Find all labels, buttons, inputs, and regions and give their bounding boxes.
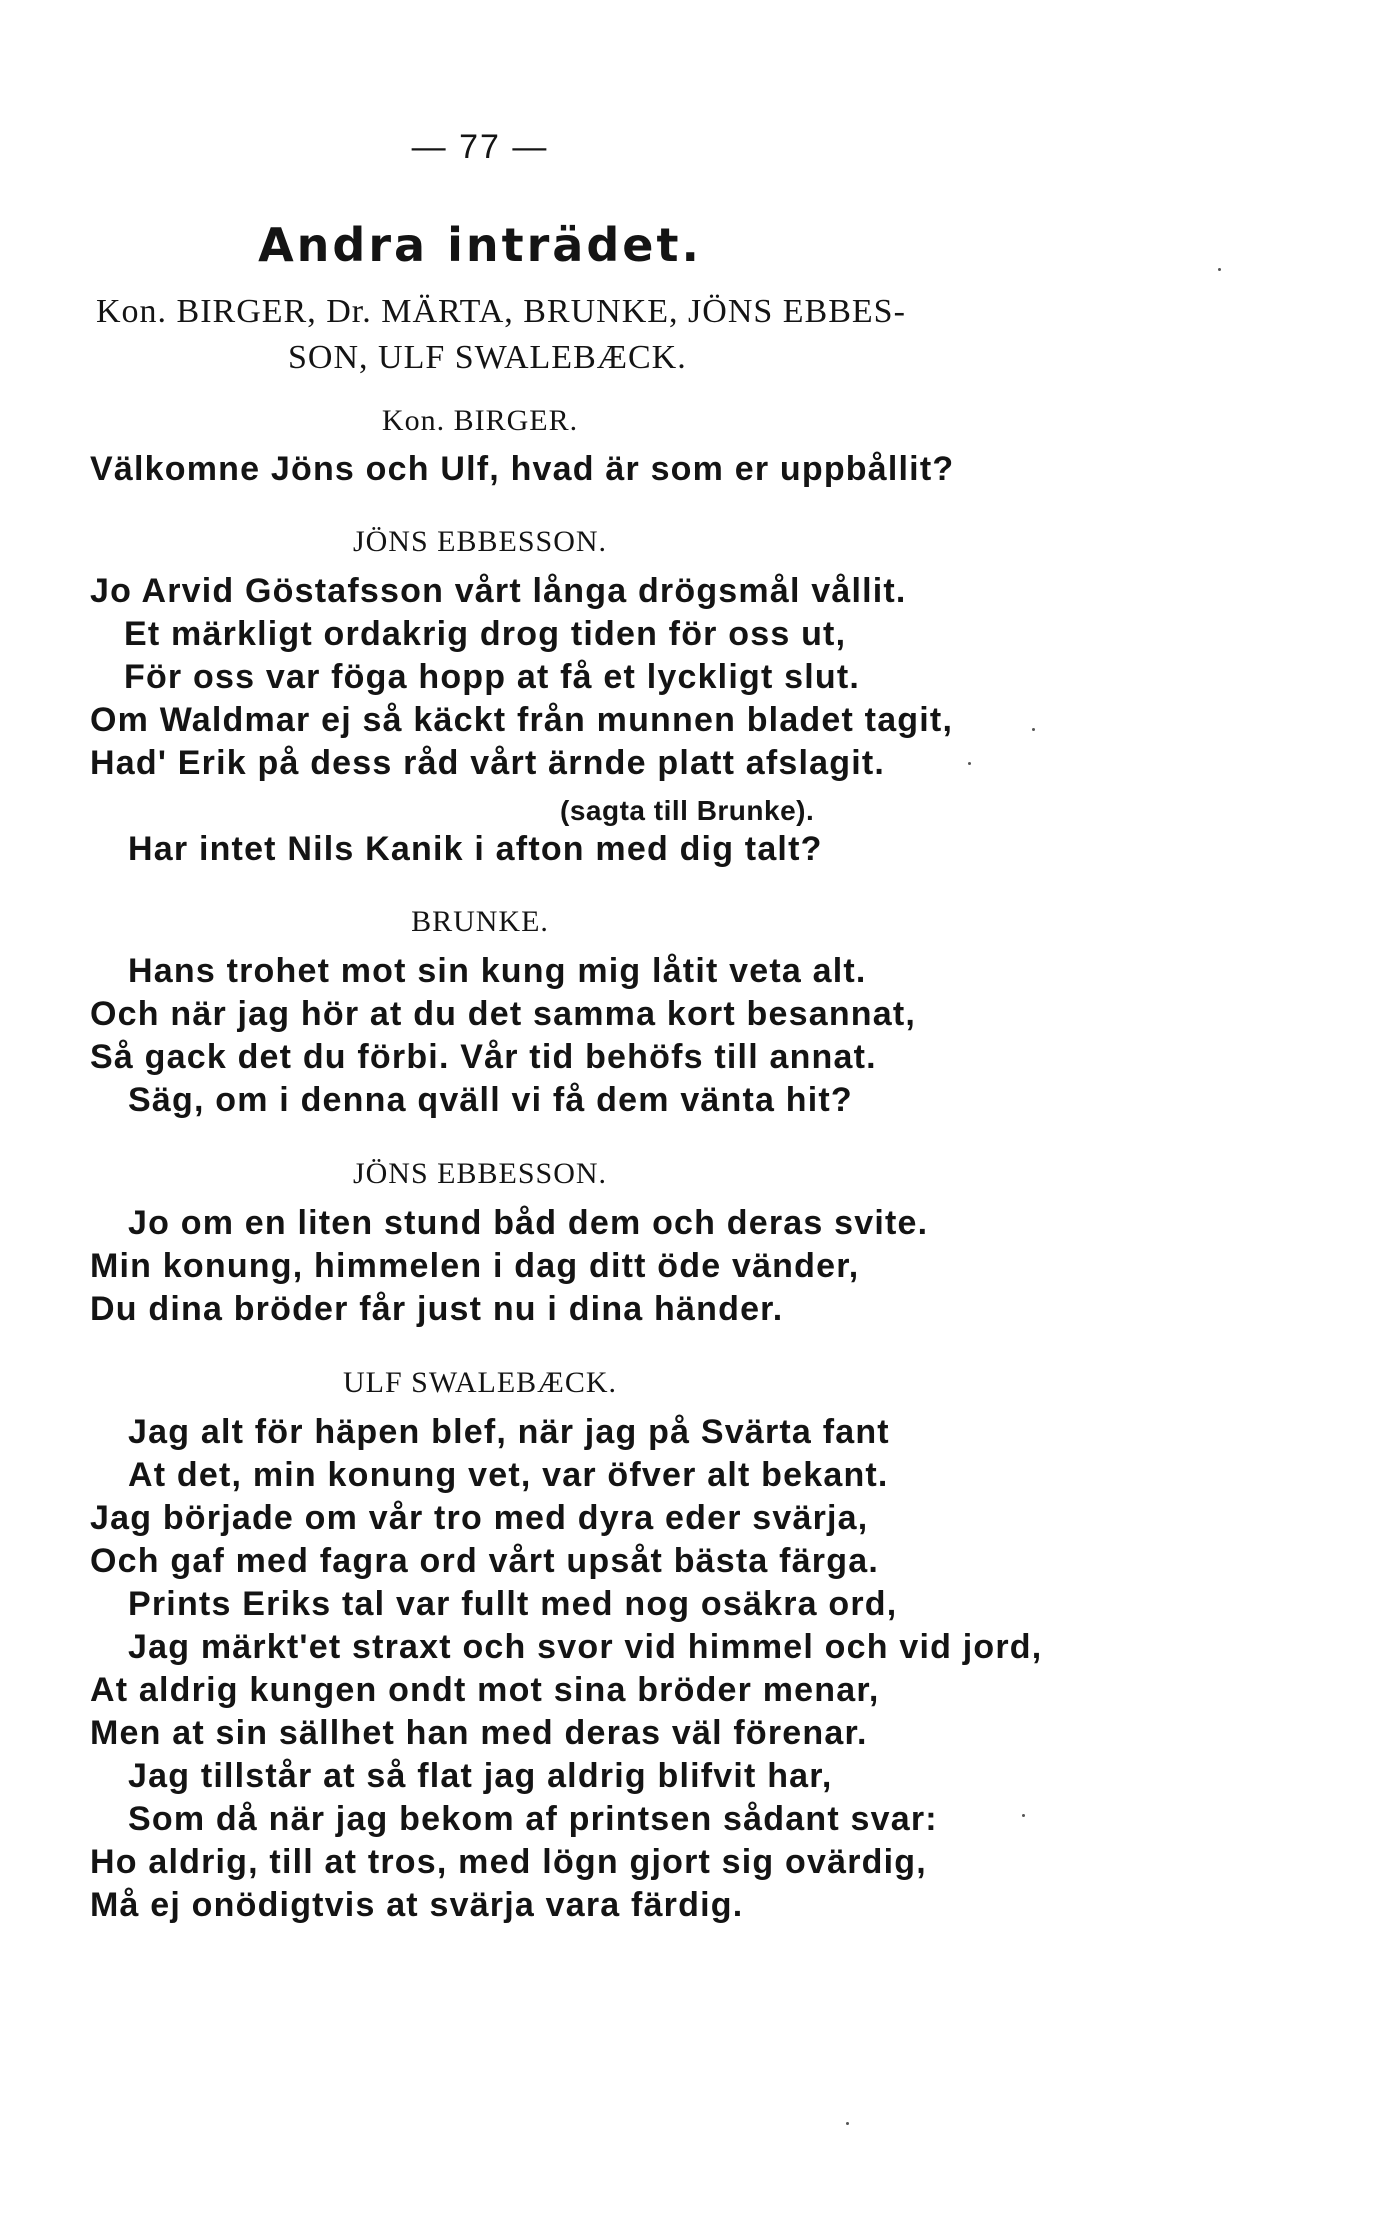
speaker-name: ULF SWALEBÆCK. xyxy=(342,1366,618,1399)
speaker-name: BRUNKE. xyxy=(411,905,549,938)
verse-line: Jag tillstår at så flat jag aldrig blifvit har, xyxy=(128,1757,833,1795)
verse-line: Välkomne Jöns och Ulf, hvad är som er uppbållit? xyxy=(90,450,955,488)
verse-line: At aldrig kungen ondt mot sina bröder menar, xyxy=(90,1671,880,1709)
stage-direction: (sagta till Brunke). xyxy=(560,795,815,826)
cast-list-line-2: SON, ULF SWALEBÆCK. xyxy=(288,339,687,376)
verse-line: Jag började om vår tro med dyra eder svärja, xyxy=(90,1499,869,1537)
verse-line: Ho aldrig, till at tros, med lögn gjort sig ovärdig, xyxy=(90,1843,927,1881)
verse-line: Och gaf med fagra ord vårt upsåt bästa färga. xyxy=(90,1542,879,1580)
verse-line: Et märkligt ordakrig drog tiden för oss ut, xyxy=(124,615,847,653)
speaker-name: JÖNS EBBESSON. xyxy=(352,1157,608,1190)
verse-line: Had' Erik på dess råd vårt ärnde platt afslagit. xyxy=(90,744,886,782)
verse-line: Jag märkt'et straxt och svor vid himmel och vid jord, xyxy=(128,1628,1043,1666)
verse-line: Prints Eriks tal var fullt med nog osäkra ord, xyxy=(128,1585,898,1623)
print-speck xyxy=(968,762,971,765)
verse-line: Har intet Nils Kanik i afton med dig talt? xyxy=(128,830,823,868)
verse-line: Jag alt för häpen blef, när jag på Svärta fant xyxy=(128,1413,890,1451)
verse-line: Min konung, himmelen i dag ditt öde vänder, xyxy=(90,1247,860,1285)
verse-line: Jo Arvid Göstafsson vårt långa drögsmål vållit. xyxy=(90,572,907,610)
verse-line: För oss var föga hopp at få et lyckligt slut. xyxy=(124,658,861,696)
verse-line: At det, min konung vet, var öfver alt bekant. xyxy=(128,1456,889,1494)
verse-line: Hans trohet mot sin kung mig låtit veta alt. xyxy=(128,952,867,990)
cast-list-line-1: Kon. BIRGER, Dr. MÄRTA, BRUNKE, JÖNS EBBES- xyxy=(96,293,906,330)
verse-line: Må ej onödigtvis at svärja vara färdig. xyxy=(90,1886,744,1924)
scene-title: Andra inträdet. xyxy=(258,218,702,272)
page-number: — 77 — xyxy=(411,128,549,166)
print-speck xyxy=(1022,1814,1025,1817)
print-speck xyxy=(1032,728,1035,731)
print-speck xyxy=(846,2122,849,2125)
verse-line: Säg, om i denna qväll vi få dem vänta hit? xyxy=(128,1081,853,1119)
verse-line: Som då när jag bekom af printsen sådant svar: xyxy=(128,1800,938,1838)
verse-line: Så gack det du förbi. Vår tid behöfs till annat. xyxy=(90,1038,877,1076)
speaker-name: Kon. BIRGER. xyxy=(381,404,579,437)
verse-line: Och när jag hör at du det samma kort besannat, xyxy=(90,995,917,1033)
verse-line: Men at sin sällhet han med deras väl förenar. xyxy=(90,1714,868,1752)
print-speck xyxy=(1218,268,1221,271)
verse-line: Om Waldmar ej så käckt från munnen bladet tagit, xyxy=(90,701,954,739)
verse-line: Du dina bröder får just nu i dina händer. xyxy=(90,1290,784,1328)
verse-line: Jo om en liten stund båd dem och deras svite. xyxy=(128,1204,929,1242)
speaker-name: JÖNS EBBESSON. xyxy=(352,525,608,558)
